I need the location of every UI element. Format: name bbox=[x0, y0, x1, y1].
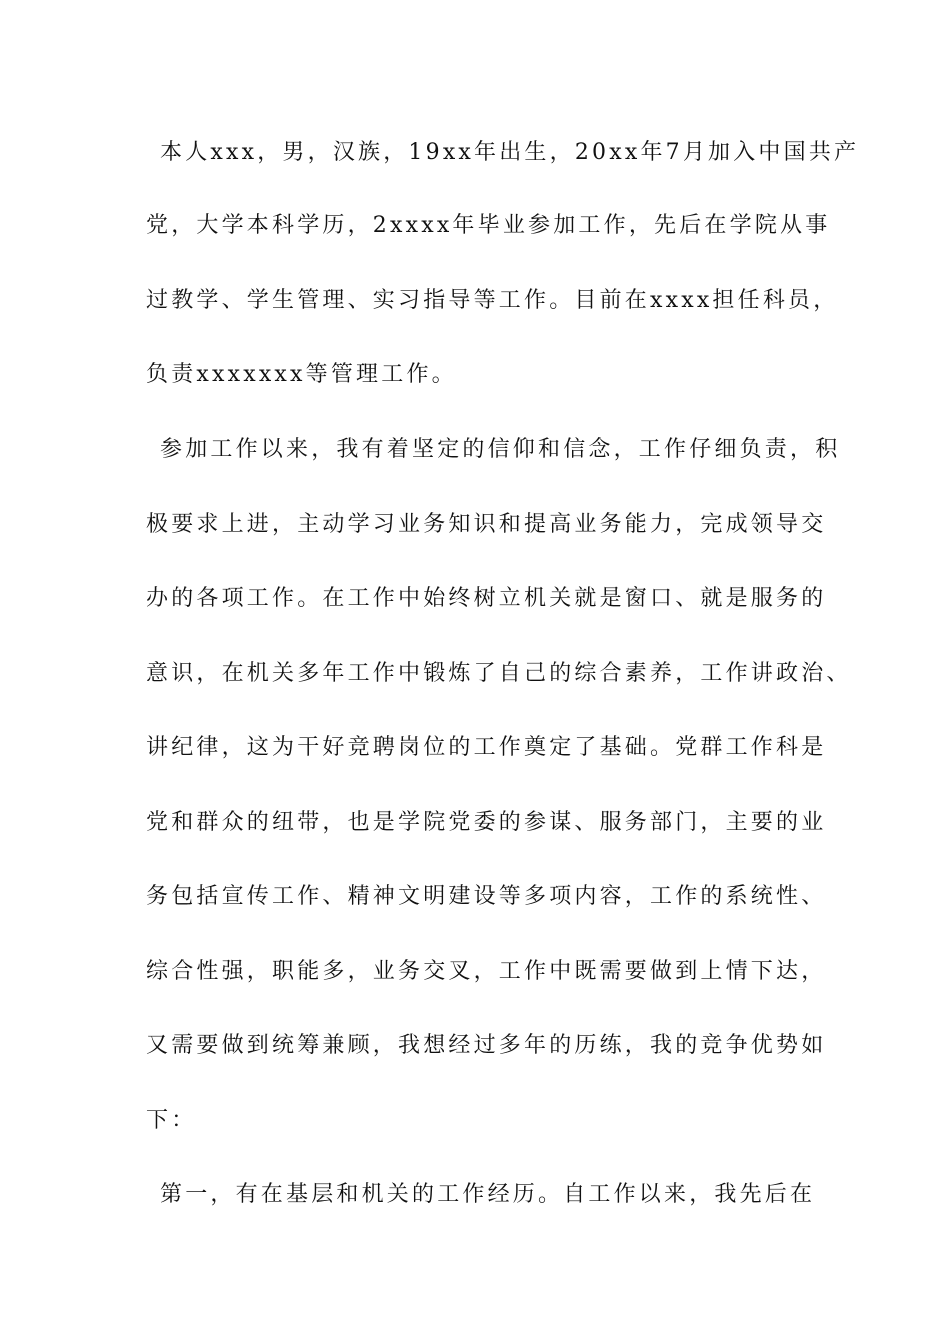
text-line: 党，大学本科学历，2xxxx年毕业参加工作，先后在学院从事 bbox=[146, 213, 831, 238]
text-line: 综合性强，职能多，业务交叉，工作中既需要做到上情下达， bbox=[146, 959, 827, 984]
text-line: 过教学、学生管理、实习指导等工作。目前在xxxx担任科员， bbox=[146, 288, 839, 313]
text-line: 第一，有在基层和机关的工作经历。自工作以来，我先后在 bbox=[160, 1182, 816, 1207]
text-line: 参加工作以来，我有着坚定的信仰和信念，工作仔细负责，积 bbox=[160, 437, 841, 462]
text-line: 又需要做到统筹兼顾，我想经过多年的历练，我的竞争优势如 bbox=[146, 1033, 827, 1058]
text-line: 极要求上进，主动学习业务知识和提高业务能力，完成领导交 bbox=[146, 512, 827, 537]
text-line: 下： bbox=[146, 1108, 197, 1133]
text-line: 务包括宣传工作、精神文明建设等多项内容，工作的系统性、 bbox=[146, 884, 827, 909]
text-line: 意识，在机关多年工作中锻炼了自己的综合素养，工作讲政治、 bbox=[146, 661, 852, 686]
text-line: 本人xxx，男，汉族，19xx年出生，20xx年7月加入中国共产 bbox=[160, 140, 860, 165]
text-line: 讲纪律，这为干好竞聘岗位的工作奠定了基础。党群工作科是 bbox=[146, 735, 827, 760]
text-line: 党和群众的纽带，也是学院党委的参谋、服务部门，主要的业 bbox=[146, 810, 827, 835]
text-line: 办的各项工作。在工作中始终树立机关就是窗口、就是服务的 bbox=[146, 586, 827, 611]
text-line: 负责xxxxxxx等管理工作。 bbox=[146, 362, 457, 387]
